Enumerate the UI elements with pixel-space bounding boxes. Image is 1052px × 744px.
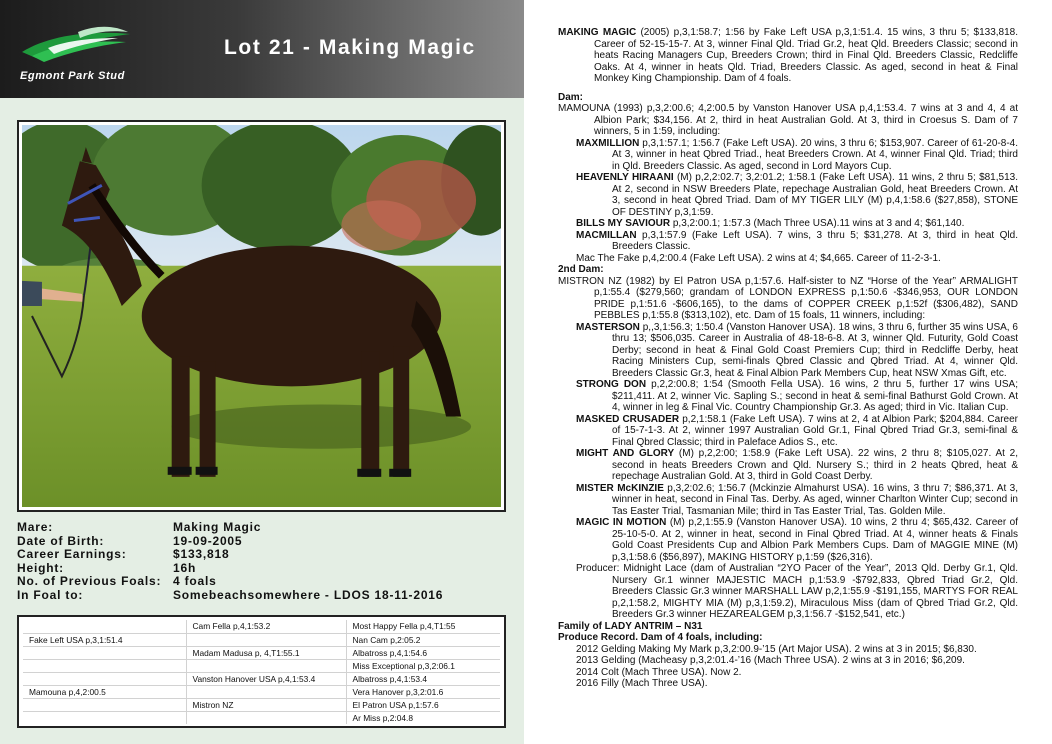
mare-name: MAKING MAGIC — [558, 27, 637, 38]
second-dam-progeny-list — [558, 322, 1018, 621]
pedigree-cell: Mamouna p,4,2:00.5 — [23, 685, 186, 698]
pedigree-cell — [186, 711, 346, 724]
header-bar — [0, 0, 524, 98]
dam-heading: Dam: — [558, 91, 584, 103]
progeny-name: STRONG DON — [576, 379, 647, 390]
pedigree-cell: Fake Left USA p,3,1:51.4 — [23, 633, 186, 646]
progeny-text: p,2,1:58.1 (Fake Left USA). 7 wins at 2, 4 at Albion Park; $204,884. Career of 15-7-1-3. At 2, winner 1997 Australian Gold Gr.1, Final Qbred Triad Gr.3, semi-final & Final Qbred Classic; third in Paleface Adios S., etc. — [612, 413, 1018, 448]
table-row — [23, 672, 500, 685]
produce-list — [558, 644, 1018, 690]
progeny-text: p,3,2:02.6; 1:56.7 (Mckinzie Almahurst USA). 16 wins, 3 thru 7; $86,371. At 3, winner in heat, second in Final Tas. Derby. As aged, winner Charlton Winter Cup; second in Tas Easter Trial, Tasmanian Mile; third in Tas Easter Trial, Tas. Golden Mile. — [612, 482, 1018, 517]
pedigree-cell — [186, 685, 346, 698]
horse-photo-icon — [22, 125, 501, 507]
pedigree-cell — [23, 659, 186, 672]
progeny-text: (M) p,2,2:00; 1:58.9 (Fake Left USA). 22 wins, 2 thru 8; $105,027. At 2, second in heats Breeders Crown and Qld. Nursery S.; third in 2 heats Qbred, heat & repechage Australian Gold. At 3, third in Gold Coast Derby. — [612, 448, 1018, 482]
fact-row — [17, 589, 517, 603]
progeny-name: BILLS MY SAVIOUR — [576, 218, 671, 229]
pedigree-cell: Miss Exceptional p,3,2:06.1 — [346, 659, 500, 672]
list-item — [576, 218, 1018, 230]
progeny-name: MISTER McKINZIE — [576, 482, 664, 494]
pedigree-cell: Albatross p,4,1:54.6 — [346, 646, 500, 659]
fact-row — [17, 562, 517, 576]
pedigree-cell — [23, 711, 186, 724]
pedigree-cell: El Patron USA p,1:57.6 — [346, 698, 500, 711]
pedigree-cell: Cam Fella p,4,1:53.2 — [186, 620, 346, 633]
progeny-name: MASTERSON — [576, 321, 640, 333]
table-row — [23, 659, 500, 672]
produce-item: 2012 Gelding Making My Mark p,3,2:00.9-’15 (Art Major USA). 2 wins at 3 in 2015; $6,830. — [576, 643, 977, 655]
produce-item: 2013 Gelding (Macheasy p,3,2:01.4-’16 (Mach Three USA). 2 wins at 3 in 2016; $6,209. — [576, 655, 965, 666]
list-item — [576, 379, 1019, 414]
fact-label: Height: — [17, 560, 64, 575]
pedigree-cell: Most Happy Fella p,4,T1:55 — [346, 620, 500, 633]
fact-label: Career Earnings: — [17, 547, 127, 561]
progeny-name: HEAVENLY HIRAANI — [576, 172, 674, 183]
second-dam-paragraph: MISTRON NZ (1982) by El Patron USA p,1:57.6. Half-sister to NZ “Horse of the Year” ARMALIGHT p,1:55.4 ($279,560; grandam of LONDON EXPRESS p,1:50.6 -$346,953, OUR LONDON PRIDE p,1:51.6 -$606,165), to the dams of COPPER CREEK p,1:52f ($306,482), SAND PEBBLES p,1:55.8 ($313,102), etc. Dam of 15 foals, 11 winners, including: — [558, 275, 1018, 321]
pedigree-cell: Albatross p,4,1:53.4 — [346, 672, 500, 685]
list-item — [576, 229, 1018, 253]
progeny-text: (M) p,2,2:02.7; 3,2:01.2; 1:58.1 (Fake Left USA). 11 wins, 2 thru 5; $81,513. At 2, second in NSW Breeders Plate, repechage Australian Gold, heat Breeders Crown. At 3, second in heat Qbred Triad. Dam of MY TIGER LILY (M) p,4,1:58.6 ($27,858), STONE OF DESTINY p,3,1:59. — [612, 172, 1018, 218]
list-item — [576, 321, 1018, 380]
list-item — [576, 517, 1018, 563]
fact-value: 16h — [173, 560, 197, 575]
progeny-text: Producer: Midnight Lace (dam of Australian “2YO Pacer of the Year”, 2013 Qld. Derby Gr.1, Qld. Nursery Gr.1 winner MAJESTIC MACH p,1:53.9 -$792,833, Qbred Triad Gr.2, Qld. Breeders Classic Gr.3 winner MARSHALL LAW p,2,1:55.9 -$191,155, MARTYS FOR REAL p,2,1:58.2, MIGHTY MIA (M) p,3,1:59.2), Miraculous Miss (dam of Qbred Triad Gr.2, Qld. Breeders Gr.3 winner HEZAREALGEM p,3,1:56.7 -$152,541, etc.) — [576, 563, 1018, 620]
list-item — [576, 482, 1018, 518]
progeny-text: p,,3,1:56.3; 1:50.4 (Vanston Hanover USA). 18 wins, 3 thru 6, further 35 wins USA, 6 thru 13; $506,035. Career in Australia of 48-18-6-8. At 3, winner Qld. Futurity, Gold Coast Derby; second in heat & Final Gold Coast Premiers Cup; third in Redcliffe Derby, heat Racing Ministers Cup, semi-finals Qbred Classic and Qbred Triad. At 4, winner Qld. Breeders Classic Gr.3, heat & Final Albion Park Members Cup, heat NSW Xmas Gift, etc. — [612, 321, 1018, 379]
progeny-text: Mac The Fake p,4,2:00.4 (Fake Left USA). 2 wins at 4; $4,665. Career of 11-2-3-1. — [576, 252, 941, 264]
fact-value: 19-09-2005 — [173, 533, 243, 548]
fact-row — [17, 535, 517, 549]
list-item — [576, 413, 1018, 449]
left-panel — [0, 0, 524, 744]
list-item — [576, 137, 1018, 173]
produce-heading: Produce Record. Dam of 4 foals, including: — [558, 632, 763, 643]
table-row — [23, 620, 500, 633]
table-row — [23, 646, 500, 659]
list-item — [576, 448, 1018, 483]
pedigree-cell: Ar Miss p,2:04.8 — [352, 712, 414, 723]
pedigree-cell: Mistron NZ — [186, 698, 346, 711]
lot-title: Lot 21 - Making Magic — [224, 36, 476, 59]
pedigree-cell — [23, 620, 186, 633]
progeny-name: MAXMILLION — [576, 137, 640, 149]
dam-progeny-list — [558, 138, 1018, 265]
pedigree-table — [23, 620, 500, 724]
pedigree-cell: Vanston Hanover USA p,4,1:53.4 — [186, 672, 346, 685]
fact-row — [17, 521, 517, 535]
progeny-text: (M) p,2,1:55.9 (Vanston Hanover USA). 10 wins, 2 thru 4; $65,432. Career of 25-10-5-0. At 2, winner in heat, second in Final Qbred Triad. At 4, winner heats & Finals Gold Coast Presidents Cup and Albion Park Members Cups. Dam of MAGGIE MINE (M) p,3,1:58.6 ($56,897), MAKING HISTORY p,1:59 ($26,316). — [612, 517, 1018, 563]
progeny-name: MIGHT AND GLORY — [576, 448, 675, 459]
pedigree-cell: Vera Hanover p,3,2:01.6 — [346, 685, 500, 698]
pedigree-cell: Madam Madusa p, 4,T1:55.1 — [186, 646, 346, 659]
fact-label: No. of Previous Foals: — [17, 574, 162, 588]
fact-row — [17, 548, 517, 562]
table-row — [23, 698, 500, 711]
brand-name: Egmont Park Stud — [20, 70, 125, 82]
pedigree-cell — [186, 659, 346, 672]
intro-text: (2005) p,3,1:58.7; 1:56 by Fake Left USA p,3,1:51.4. 15 wins, 3 thru 5; $133,818. Career of 52-15-15-7. At 3, winner Final Qld. Triad Gr.2, heat Qld. Breeders Classic; second in heats Racing Managers Cup, Breeders Crown; third in Final Qld. Breeders Classic, Redcliffe Oaks. At 4, winner in heats Qld. Triad, Breeders Classic. As aged, second in heat & Final Monkey King Championship. Dam of 4 foals. — [594, 27, 1018, 84]
fact-label: Mare: — [17, 520, 54, 534]
progeny-text: p,3,1:57.9 (Fake Left USA). 7 wins, 3 thru 5; $31,278. At 3, third in heat Qld. Breeders Classic. — [612, 229, 1018, 252]
egmont-park-logo-icon — [18, 22, 138, 66]
pedigree-cell — [23, 646, 186, 659]
pedigree-table-frame — [17, 615, 506, 728]
table-row — [23, 633, 500, 646]
list-item — [576, 563, 1018, 621]
pedigree-cell — [186, 633, 346, 646]
produce-item: 2014 Colt (Mach Three USA). Now 2. — [576, 666, 742, 678]
progeny-name: MAGIC IN MOTION — [576, 517, 667, 528]
family-line: Family of LADY ANTRIM – N31 — [558, 620, 703, 632]
fact-label: In Foal to: — [17, 587, 84, 602]
dam-paragraph: MAMOUNA (1993) p,3,2:00.6; 4,2:00.5 by Vanston Hanover USA p,4,1:53.4. 7 wins at 3 and 4, 4 at Albion Park; $34,156. At 2, third in heat Australian Gold. At 3, third in Croesus S. Dam of 7 winners, 5 in 1:59, including: — [558, 103, 1018, 137]
table-row — [23, 711, 500, 724]
list-item — [576, 252, 1018, 265]
pedigree-cell: Nan Cam p,2:05.2 — [346, 633, 500, 646]
fact-value: 4 foals — [173, 574, 217, 588]
fact-value: Somebeachsomewhere - LDOS 18-11-2016 — [173, 587, 444, 602]
catalogue-text — [558, 27, 1018, 690]
progeny-name: MACMILLAN — [576, 229, 637, 241]
fact-value: $133,818 — [173, 547, 230, 561]
horse-photo-frame — [17, 120, 506, 512]
fact-value: Making Magic — [173, 520, 262, 534]
table-row — [23, 685, 500, 698]
progeny-name: MASKED CRUSADER — [576, 413, 680, 425]
fact-label: Date of Birth: — [17, 533, 105, 548]
pedigree-cell — [23, 698, 186, 711]
progeny-text: p,2,2:00.8; 1:54 (Smooth Fella USA). 16 wins, 2 thru 5, further 17 wins USA; $211,411. At 2, winner Vic. Sapling S.; second in heat & semi-final Bathurst Gold Crown. At 4, winner in leg & Final Vic. Country Championship Gr.3. As aged; third in Vic. Italian Cup. — [612, 379, 1019, 413]
list-item — [576, 172, 1018, 218]
pedigree-cell — [23, 672, 186, 685]
produce-item: 2016 Filly (Mach Three USA). — [576, 678, 708, 689]
progeny-text: p,3,2:00.1; 1:57.3 (Mach Three USA).11 wins at 3 and 4; $61,140. — [670, 218, 965, 229]
fact-row — [17, 575, 517, 589]
intro-paragraph — [558, 27, 1018, 85]
progeny-text: p,3,1:57.1; 1:56.7 (Fake Left USA). 20 wins, 3 thru 6; $153,907. Career of 61-20-8-4. At 3, winner in heat Qbred Triad., heat Breeders Crown. At 4, winner Final Qld. Triad; third in Qld. Breeders Classic. As aged, second in Lord Mayors Cup. — [612, 137, 1018, 172]
mare-facts — [17, 521, 517, 602]
right-panel — [524, 0, 1052, 744]
second-dam-heading: 2nd Dam: — [558, 264, 604, 275]
